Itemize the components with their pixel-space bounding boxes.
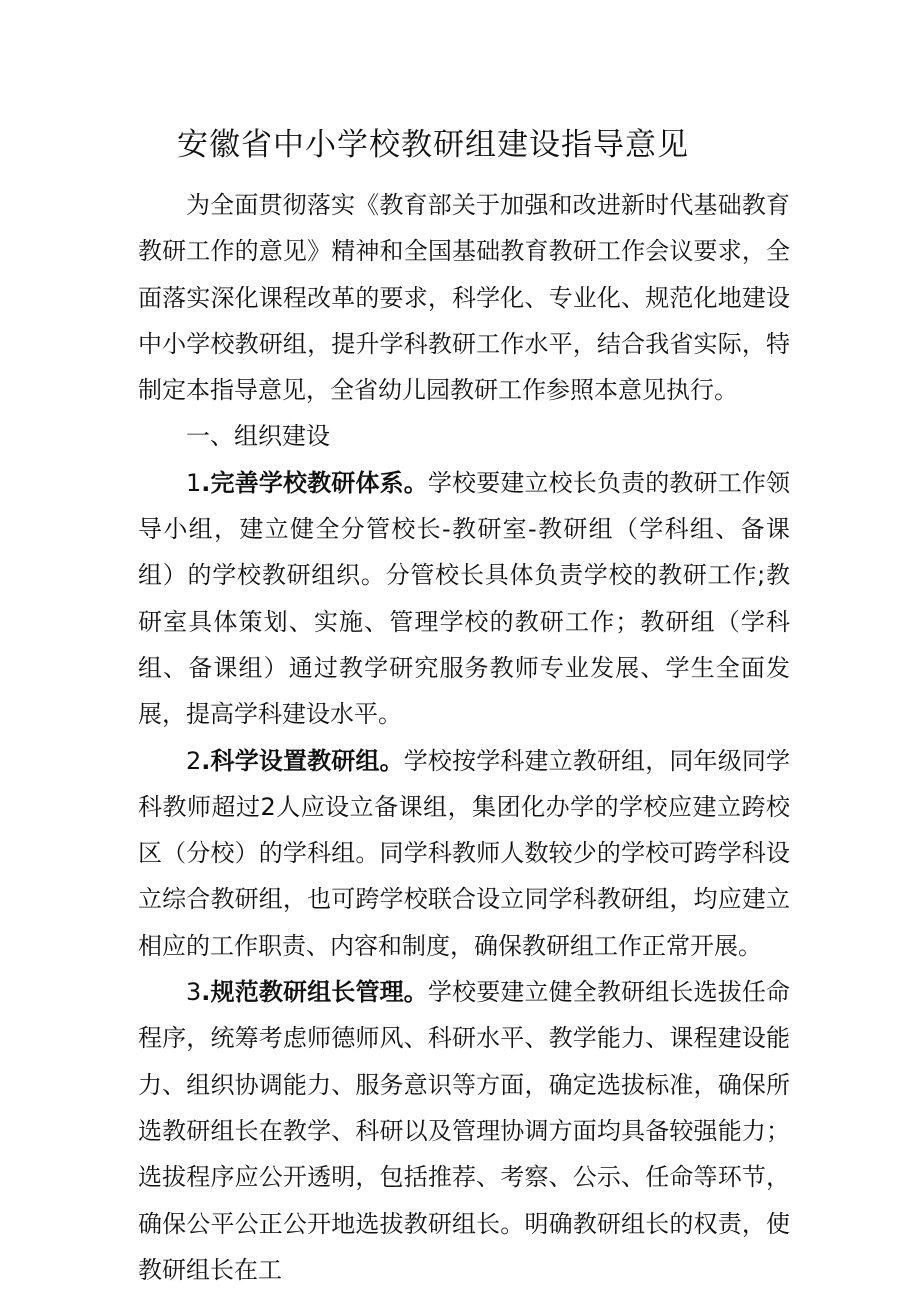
- item-number: 1: [186, 468, 202, 497]
- intro-paragraph: 为全面贯彻落实《教育部关于加强和改进新时代基础教育教研工作的意见》精神和全国基础教育教研工作会议要求，全面落实深化课程改革的要求，科学化、专业化、规范化地建设中小学校教研组，提升学科教研工作水平，结合我省实际，特制定本指导意见，全省幼儿园教研工作参照本意见执行。: [138, 191, 790, 405]
- document-title: 安徽省中小学校教研组建设指导意见: [177, 127, 689, 163]
- item-title: .完善学校教研体系。: [201, 468, 428, 497]
- item-number: 3: [186, 978, 202, 1007]
- item-paragraph-3: [138, 969, 790, 1293]
- item-title: .规范教研组长管理。: [201, 978, 428, 1007]
- item-text: 学校要建立校长负责的教研工作领导小组，建立健全分管校长-教研室-教研组（学科组、备课组）的学校教研组织。分管校长具体负责学校的教研工作;教研室具体策划、实施、管理学校的教研工作；教研组（学科组、备课组）通过教学研究服务教师专业发展、学生全面发展，提高学科建设水平。: [138, 468, 791, 729]
- document-body: [138, 182, 790, 1293]
- item-number: 2: [186, 746, 202, 775]
- item-paragraph-1: [138, 460, 790, 738]
- item-text: 学校要建立健全教研组长选拔任命程序，统筹考虑师德师风、科研水平、教学能力、课程建设能力、组织协调能力、服务意识等方面，确定选拔标准，确保所选教研组长在教学、科研以及管理协调方面均具备较强能力；选拔程序应公开透明，包括推荐、考察、公示、任命等环节，确保公平公正公开地选拔教研组长。明确教研组长的权责，使教研组长在工: [138, 978, 791, 1284]
- item-title: .科学设置教研组。: [201, 746, 404, 775]
- item-paragraph-2: [138, 738, 790, 969]
- item-text: 学校按学科建立教研组，同年级同学科教师超过2人应设立备课组，集团化办学的学校应建立跨校区（分校）的学科组。同学科教师人数较少的学校可跨学科设立综合教研组，也可跨学校联合设立同学科教研组，均应建立相应的工作职责、内容和制度，确保教研组工作正常开展。: [138, 746, 790, 960]
- section-heading-organization: 一、组织建设: [186, 422, 330, 451]
